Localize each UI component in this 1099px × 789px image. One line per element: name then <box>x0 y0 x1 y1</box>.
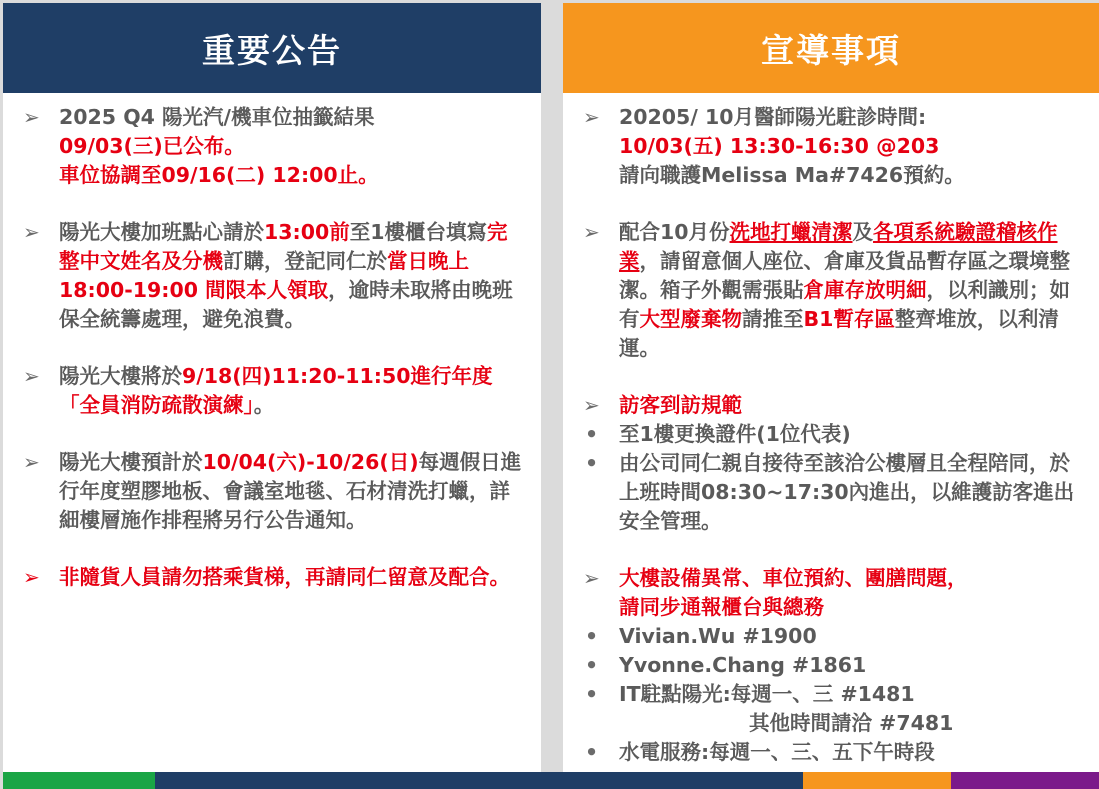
overtime-snack-text: 至1樓櫃台填寫 <box>349 220 488 244</box>
bullet-dot-icon: • <box>585 653 599 677</box>
bullet-dot-icon: • <box>585 422 599 446</box>
announcements-header <box>3 3 541 93</box>
floor-cleaning-text: 陽光大樓預計於 <box>59 450 203 474</box>
parking-lottery-published: 09/03(三)已公布。 <box>59 134 245 158</box>
cleaning-text: ，請留意個人座位、倉庫及貨品暫存區之環境整潔。箱子外觀需張貼 <box>619 249 1070 302</box>
visitor-rule <box>563 449 1099 536</box>
announcement-parking-lottery <box>3 103 541 190</box>
arrow-bullet-icon: ➢ <box>23 220 40 244</box>
announcement-fire-drill <box>3 362 541 420</box>
advocacy-panel <box>563 3 1099 772</box>
overtime-snack-text: 陽光大樓加班點心請於 <box>59 220 264 244</box>
cleaning-text: 整齊堆放，以利清運。 <box>619 307 1059 360</box>
bullet-dot-icon: • <box>585 624 599 648</box>
parking-lottery-title: 2025 Q4 陽光汽/機車位抽籤結果 <box>59 105 375 129</box>
report-title: 大樓設備異常、車位預約、團膳問題， <box>619 566 968 590</box>
contact-item <box>563 680 1099 738</box>
announcement-freight-elevator <box>3 563 541 592</box>
bullet-dot-icon: • <box>585 740 599 764</box>
overtime-snack-pickup-time: 當日晚上 18:00-19:00 間限本人領取 <box>59 249 469 302</box>
announcements-title: 重要公告 <box>202 30 342 70</box>
announcements-panel <box>3 3 541 772</box>
visitor-rule <box>563 420 1099 449</box>
contact-it-other-time: 其他時間請洽 #7481 <box>749 711 954 735</box>
contact-item <box>563 622 1099 651</box>
cleaning-text: ，以利識別；如有 <box>619 278 1070 331</box>
cleaning-text: 及 <box>852 220 874 244</box>
overtime-snack-text: ，逾時未取將由晚班保全統籌處理，避免浪費。 <box>59 278 513 331</box>
footer-bar-green <box>3 772 155 789</box>
freight-elevator-notice: 非隨貨人員請勿搭乘貨梯，再請同仁留意及配合。 <box>59 565 510 589</box>
cleaning-large-waste: 大型廢棄物 <box>639 307 742 331</box>
report-heading <box>563 564 1099 622</box>
contact-text: IT駐點陽光:每週一、三 #1481 <box>619 682 915 706</box>
footer-bar-purple <box>951 772 1099 789</box>
cleaning-system-audit: 各項系統驗證稽核作業 <box>619 220 1058 273</box>
clinic-booking: 請向職護Melissa Ma#7426預約。 <box>619 163 965 187</box>
advocacy-list <box>563 93 1099 767</box>
clinic-title: 20205/ 10月醫師陽光駐診時間: <box>619 105 927 129</box>
contact-text: Yvonne.Chang #1861 <box>619 653 867 677</box>
fire-drill-text: 。 <box>253 393 275 417</box>
visitor-rules-heading <box>563 391 1099 420</box>
visitor-rule-text: 由公司同仁親自接待至該洽公樓層且全程陪同，於上班時間08:30~17:30內進出，以維護訪客進出安全管理。 <box>619 451 1075 533</box>
footer-bar-navy <box>155 772 803 789</box>
advocacy-clinic-hours <box>563 103 1099 190</box>
arrow-bullet-icon: ➢ <box>23 450 40 474</box>
clinic-schedule: 10/03(五) 13:30-16:30 @203 <box>619 134 940 158</box>
bullet-dot-icon: • <box>585 451 599 475</box>
fire-drill-schedule: 9/18(四)11:20-11:50進行年度「全員消防疏散演練」 <box>59 364 493 417</box>
contact-text: Vivian.Wu #1900 <box>619 624 817 648</box>
bullet-dot-icon: • <box>585 682 599 706</box>
overtime-snack-required-info: 完整中文姓名及分機 <box>59 220 508 273</box>
overtime-snack-deadline: 13:00前 <box>264 220 350 244</box>
arrow-bullet-icon: ➢ <box>23 364 40 388</box>
fire-drill-text: 陽光大樓將於 <box>59 364 182 388</box>
arrow-bullet-icon: ➢ <box>583 105 600 129</box>
cleaning-b1-storage: B1暫存區 <box>803 307 895 331</box>
arrow-bullet-icon: ➢ <box>583 393 600 417</box>
contact-text: 水電服務:每週一、三、五下午時段 <box>619 740 935 764</box>
arrow-bullet-icon: ➢ <box>23 565 40 589</box>
overtime-snack-text: 訂購，登記同仁於 <box>223 249 387 273</box>
parking-lottery-deadline: 車位協調至09/16(二) 12:00止。 <box>59 163 379 187</box>
visitor-rule-text: 至1樓更換證件(1位代表) <box>619 422 851 446</box>
report-subtitle: 請同步通報櫃台與總務 <box>619 595 824 619</box>
cleaning-floor-wax: 洗地打蠟清潔 <box>729 220 853 244</box>
cleaning-text: 配合10月份 <box>619 220 730 244</box>
contact-item <box>563 651 1099 680</box>
floor-cleaning-text: 每週假日進行年度塑膠地板、會議室地毯、石材清洗打蠟，詳細樓層施作排程將另行公告通知。 <box>59 450 522 532</box>
footer-bar-orange <box>803 772 951 789</box>
floor-cleaning-dates: 10/04(六)-10/26(日) <box>202 450 419 474</box>
announcement-overtime-snack <box>3 218 541 334</box>
announcement-floor-cleaning <box>3 448 541 535</box>
cleaning-text: 請推至 <box>742 307 804 331</box>
advocacy-cleaning-audit <box>563 218 1099 363</box>
advocacy-title: 宣導事項 <box>761 30 901 70</box>
advocacy-header <box>563 3 1099 93</box>
arrow-bullet-icon: ➢ <box>583 566 600 590</box>
cleaning-storage-list: 倉庫存放明細 <box>803 278 927 302</box>
announcements-list <box>3 93 541 592</box>
arrow-bullet-icon: ➢ <box>583 220 600 244</box>
contact-item <box>563 738 1099 767</box>
arrow-bullet-icon: ➢ <box>23 105 40 129</box>
visitor-rules-title: 訪客到訪規範 <box>619 393 742 417</box>
